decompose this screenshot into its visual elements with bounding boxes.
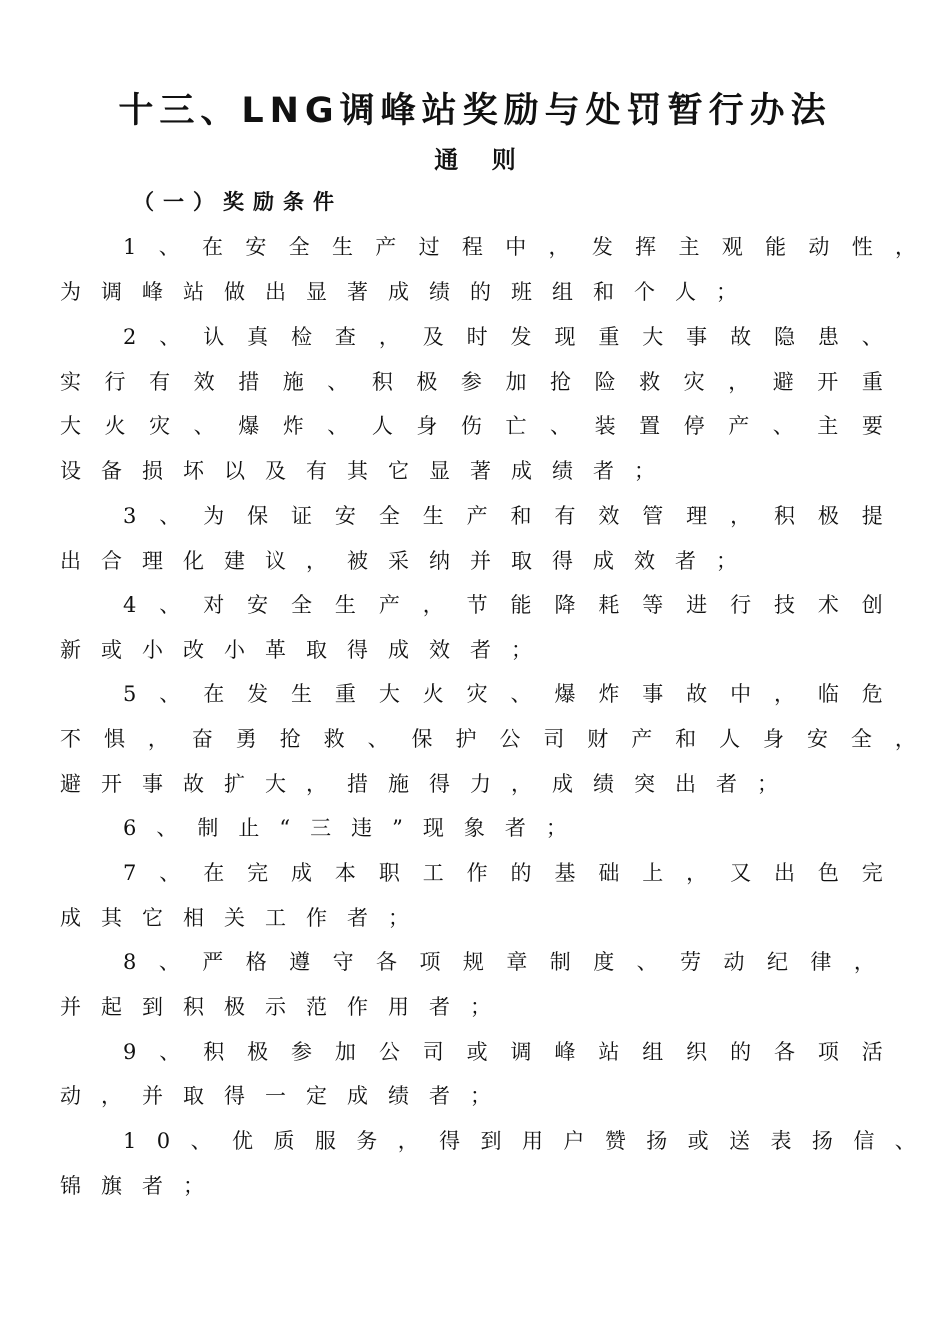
text-line: 2 、 认 真 检 查 ， 及 时 发 现 重 大 事 故 隐 患 、 [123, 325, 883, 349]
text-line: 为调峰站做出显著成绩的班组和个人； [60, 280, 757, 304]
document-title: 十三、LNG调峰站奖励与处罚暂行办法 [118, 91, 832, 131]
section-heading: （一）奖励条件 [133, 190, 343, 214]
text-line: 1 0 、 优 质 服 务 ， 得 到 用 户 赞 扬 或 送 表 扬 信 、 [123, 1129, 916, 1153]
text-line: 大 火 灾 、 爆 炸 、 人 身 伤 亡 、 装 置 停 产 、 主 要 [60, 414, 883, 438]
document-subtitle: 通 则 [434, 146, 516, 174]
text-line: 3 、 为 保 证 安 全 生 产 和 有 效 管 理 ， 积 极 提 [123, 504, 883, 528]
text-line: 5 、 在 发 生 重 大 火 灾 、 爆 炸 事 故 中 ， 临 危 [123, 682, 883, 706]
text-line: 不 惧 ， 奋 勇 抢 救 、 保 护 公 司 财 产 和 人 身 安 全 ， [60, 727, 916, 751]
text-line: 7 、 在 完 成 本 职 工 作 的 基 础 上 ， 又 出 色 完 [123, 861, 883, 885]
text-line: 锦旗者； [60, 1174, 224, 1198]
text-line: 9 、 积 极 参 加 公 司 或 调 峰 站 组 织 的 各 项 活 [123, 1040, 883, 1064]
text-line: 1 、 在 安 全 生 产 过 程 中 ， 发 挥 主 观 能 动 性 ， [123, 235, 916, 259]
text-line: 成其它相关工作者； [60, 906, 429, 930]
text-line: 实 行 有 效 措 施 、 积 极 参 加 抢 险 救 灾 ， 避 开 重 [60, 370, 883, 394]
text-line: 并起到积极示范作用者； [60, 995, 511, 1019]
text-line: 避开事故扩大，措施得力，成绩突出者； [60, 772, 798, 796]
text-line: 新或小改小革取得成效者； [60, 638, 552, 662]
text-line: 设备损坏以及有其它显著成绩者； [60, 459, 675, 483]
text-line: 4 、 对 安 全 生 产 ， 节 能 降 耗 等 进 行 技 术 创 [123, 593, 883, 617]
text-line: 6、制止“三违”现象者； [123, 816, 587, 840]
text-line: 8 、 严 格 遵 守 各 项 规 章 制 度 、 劳 动 纪 律 ， [123, 950, 875, 974]
text-line: 动，并取得一定成绩者； [60, 1084, 511, 1108]
text-line: 出合理化建议，被采纳并取得成效者； [60, 549, 757, 573]
